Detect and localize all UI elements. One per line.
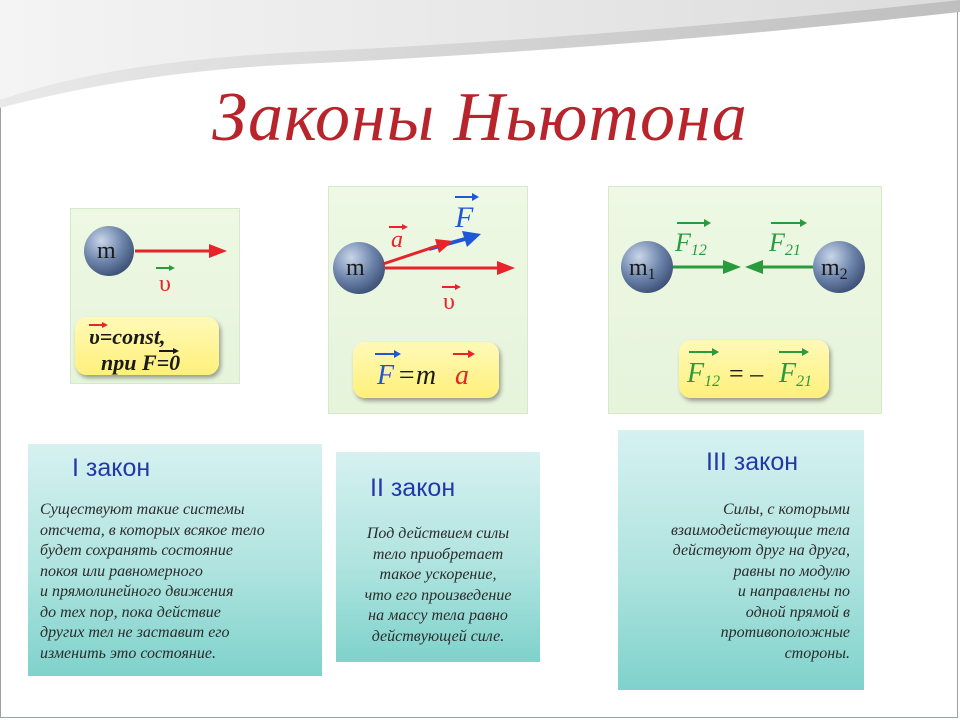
law2-text-box xyxy=(336,452,540,662)
law2-heading: II закон xyxy=(370,474,456,502)
force21-vector-mark-head xyxy=(802,348,809,356)
law1-formula xyxy=(75,317,219,375)
law3-heading: III закон xyxy=(706,448,799,476)
law2-formula xyxy=(353,342,499,398)
force12-vector-mark-head xyxy=(712,348,719,356)
law2-diagram-panel xyxy=(328,186,528,414)
mass-label: m xyxy=(346,255,365,281)
velocity-vector-mark-head xyxy=(455,284,461,290)
law3-diagram-panel xyxy=(608,186,882,414)
force21-vector-mark-head xyxy=(800,219,807,227)
law1-text-box xyxy=(28,444,322,676)
force-vector-mark-head xyxy=(394,350,401,358)
velocity-label: υ xyxy=(443,289,455,315)
force21-label: F21 xyxy=(769,228,801,259)
force-label: F xyxy=(455,201,474,234)
formula-eq: =m xyxy=(397,360,437,391)
force-vector-mark-head xyxy=(472,193,479,201)
law3-formula xyxy=(679,340,829,398)
law1-formula-box xyxy=(75,317,219,375)
accel-label: a xyxy=(391,227,403,253)
formula-right: F21 xyxy=(779,358,813,390)
accel-arrow-head xyxy=(435,239,453,253)
force12-label: F12 xyxy=(675,228,707,259)
law1-text: Существуют такие системы отсчета, в которых всякое тело будет сохранять состояние покоя или равномерного и прямолинейного движения до тех пор, пока действие других тел не заставит его изменить это состояние. xyxy=(40,501,265,662)
formula-mid: = – xyxy=(729,359,764,388)
force21-arrow-head xyxy=(745,260,763,274)
formula-a: a xyxy=(455,360,469,391)
mass2-label: m2 xyxy=(821,255,848,283)
law1-diagram-panel xyxy=(70,208,240,384)
law2-formula-box xyxy=(353,342,499,398)
law1-formula-line1: υ=const, xyxy=(89,324,166,349)
law1-formula-line2: при F=0 xyxy=(101,350,181,375)
law3-text: Силы, с которыми взаимодействующие тела действуют друг на друга, равны по модулю и направлены по одной прямой в противоположные стороны. xyxy=(671,501,850,662)
force12-vector-mark-head xyxy=(704,219,711,227)
velocity-arrow-head xyxy=(497,261,515,275)
formula-left: F12 xyxy=(687,358,721,390)
law3-formula-box xyxy=(679,340,829,398)
mass1-label: m1 xyxy=(629,255,656,283)
velocity-label: υ xyxy=(159,271,171,297)
velocity-arrow-head xyxy=(209,244,227,258)
force12-arrow-head xyxy=(723,260,741,274)
slide-title: Законы Ньютона xyxy=(212,79,748,156)
law3-text-box xyxy=(618,430,864,690)
law1-heading: I закон xyxy=(72,454,151,482)
mass-label: m xyxy=(97,238,116,264)
accel-vector-mark-head xyxy=(468,350,475,358)
formula-F: F xyxy=(377,360,395,391)
law2-text: Под действием силы тело приобретает такое ускорение, что его произведение на массу тела равно действующей силе. xyxy=(364,525,512,645)
